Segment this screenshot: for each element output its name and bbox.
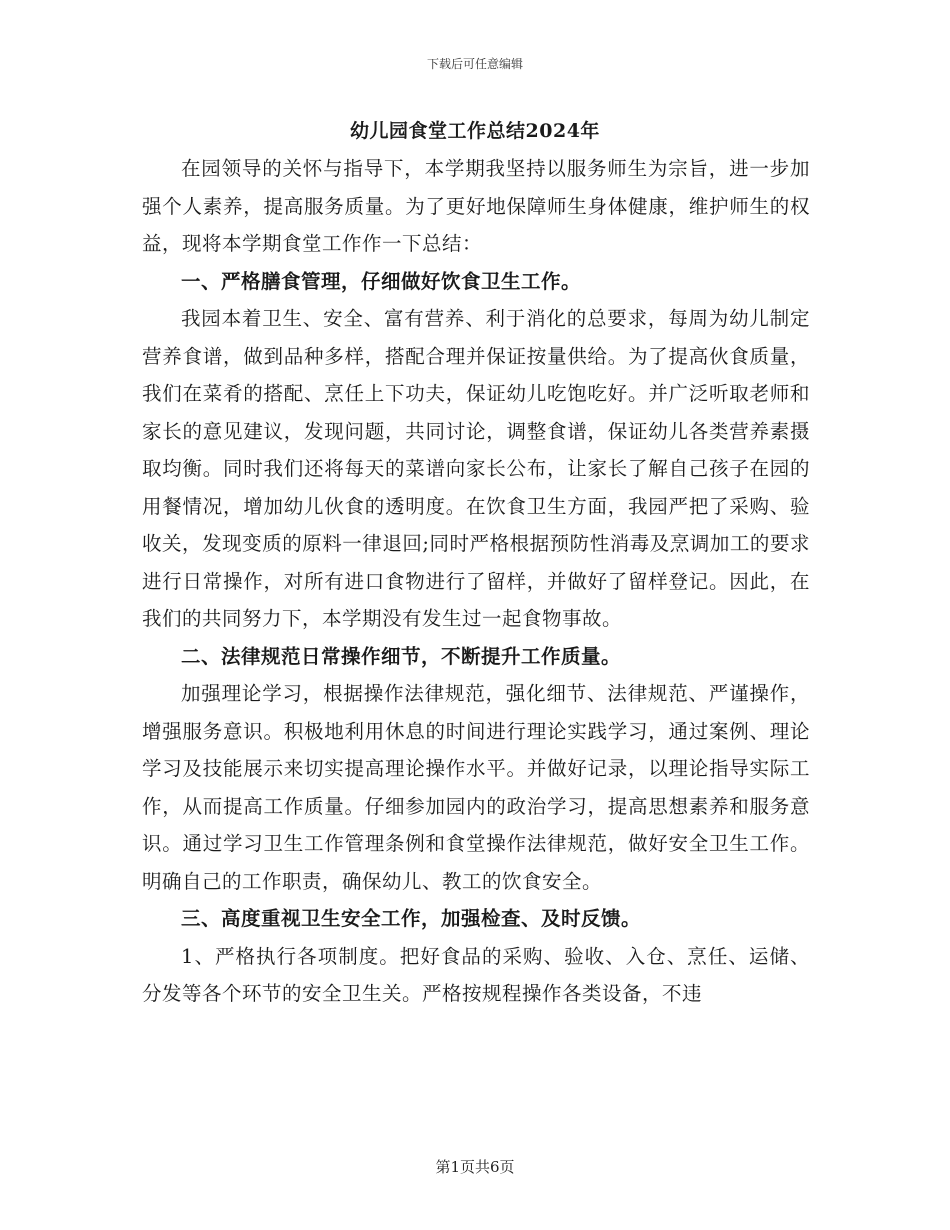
page-number-footer: 第1页共6页 <box>435 1158 515 1176</box>
section-paragraph-3: 1、严格执行各项制度。把好食品的采购、验收、入仓、烹任、运储、分发等各个环节的安全卫生关。严格按规程操作各类设备，不违 <box>142 944 810 1005</box>
section-heading-3: 三、高度重视卫生安全工作，加强检查、及时反馈。 <box>181 907 642 930</box>
document-title: 幼儿园食堂工作总结2024年 <box>350 120 600 142</box>
intro-paragraph: 在园领导的关怀与指导下，本学期我坚持以服务师生为宗旨，进一步加强个人素养，提高服务质量。为了更好地保障师生身体健康，维护师生的权益，现将本学期食堂工作作一下总结： <box>142 157 810 255</box>
section-paragraph-1: 我园本着卫生、安全、富有营养、利于消化的总要求，每周为幼儿制定营养食谱，做到品种多样，搭配合理并保证按量供给。为了提高伙食质量，我们在菜肴的搭配、烹任上下功夫，保证幼儿吃饱吃好。并广泛听取老师和家长的意见建议，发现问题，共同讨论，调整食谱，保证幼儿各类营养素摄取均衡。同时我们还将每天的菜谱向家长公布，让家长了解自己孩子在园的用餐情况，增加幼儿伙食的透明度。在饮食卫生方面，我园严把了采购、验收关，发现变质的原料一律退回;同时严格根据预防性消毒及烹调加工的要求进行日常操作，对所有进口食物进行了留样，并做好了留样登记。因此，在我们的共同努力下，本学期没有发生过一起食物事故。 <box>142 307 810 630</box>
section-paragraph-2: 加强理论学习，根据操作法律规范，强化细节、法律规范、严谨操作，增强服务意识。积极地利用休息的时间进行理论实践学习，通过案例、理论学习及技能展示来切实提高理论操作水平。并做好记录，以理论指导实际工作，从而提高工作质量。仔细参加园内的政治学习，提高思想素养和服务意识。通过学习卫生工作管理条例和食堂操作法律规范，做好安全卫生工作。明确自己的工作职责，确保幼儿、教工的饮食安全。 <box>142 682 810 893</box>
section-heading-2: 二、法律规范日常操作细节，不断提升工作质量。 <box>181 644 622 668</box>
section-heading-1: 一、严格膳食管理，仔细做好饮食卫生工作。 <box>181 269 582 293</box>
header-note: 下载后可任意编辑 <box>426 57 523 71</box>
document-body <box>142 150 810 1013</box>
